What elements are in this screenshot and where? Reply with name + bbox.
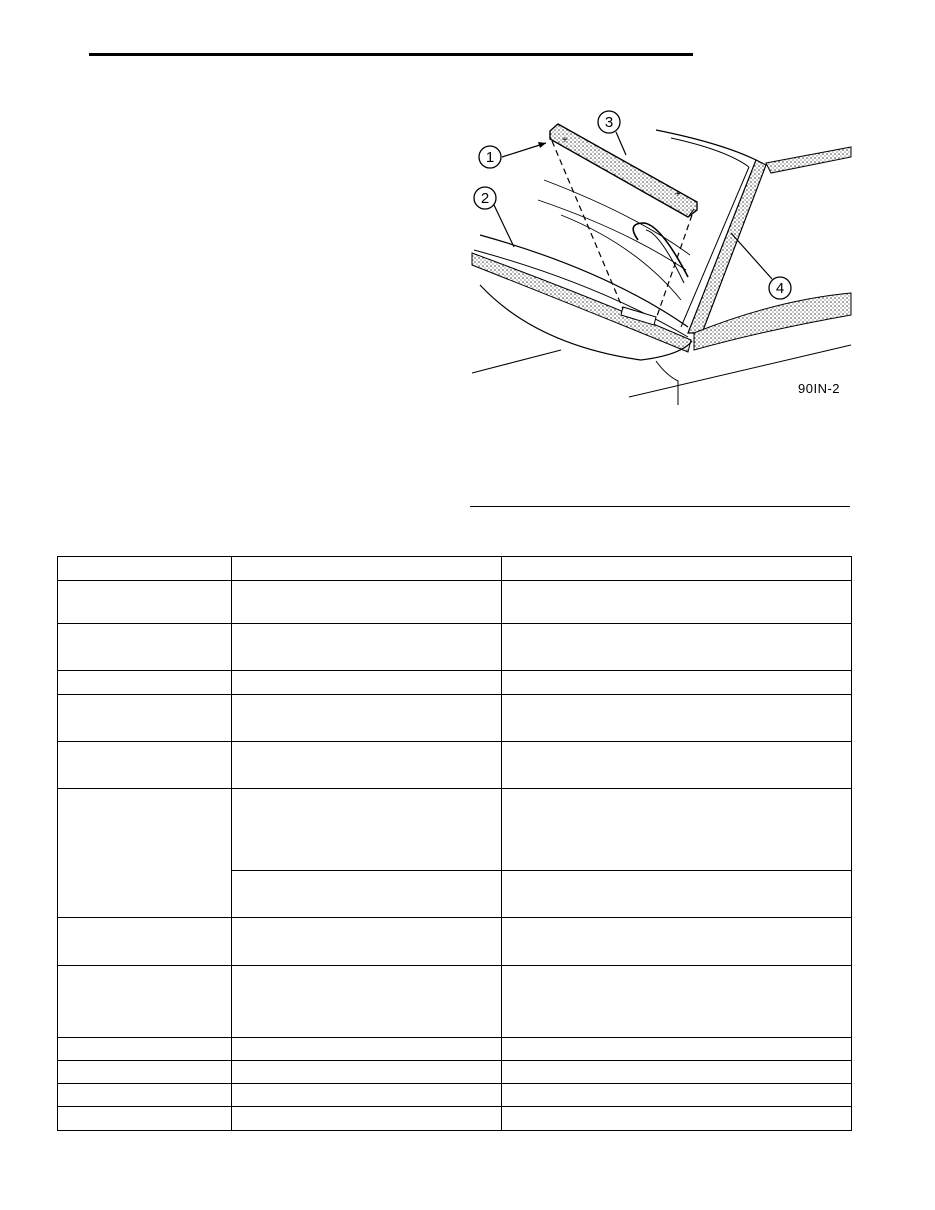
callout-4: 4 bbox=[775, 280, 785, 297]
table-row bbox=[58, 1038, 852, 1061]
table-cell bbox=[232, 789, 502, 871]
fender-crease bbox=[656, 361, 678, 405]
table-cell bbox=[232, 1084, 502, 1107]
table-cell bbox=[58, 966, 232, 1038]
table-cell bbox=[502, 742, 852, 789]
windshield-figure bbox=[466, 105, 856, 405]
table-cell bbox=[58, 557, 232, 581]
svg-text:+: + bbox=[675, 189, 681, 200]
table-cell bbox=[502, 918, 852, 966]
table-row bbox=[58, 695, 852, 742]
callout-2: 2 bbox=[480, 190, 490, 207]
table-row bbox=[58, 671, 852, 695]
figure-rule bbox=[470, 506, 850, 507]
table-cell bbox=[232, 1061, 502, 1084]
table-cell bbox=[232, 742, 502, 789]
roof-edge bbox=[656, 130, 756, 160]
wiper-loop bbox=[633, 223, 688, 277]
header-rule bbox=[89, 53, 693, 56]
table-row bbox=[58, 742, 852, 789]
table-row bbox=[58, 1061, 852, 1084]
table-cell bbox=[232, 1038, 502, 1061]
table-cell bbox=[58, 695, 232, 742]
table-row bbox=[58, 581, 852, 624]
a-pillar-frame bbox=[681, 167, 749, 327]
table-cell bbox=[58, 1038, 232, 1061]
table-cell bbox=[232, 918, 502, 966]
table-cell bbox=[502, 624, 852, 671]
cowl-panel bbox=[472, 253, 691, 352]
table-cell bbox=[58, 1107, 232, 1131]
table-cell bbox=[58, 918, 232, 966]
table-row bbox=[58, 789, 852, 871]
table-row bbox=[58, 557, 852, 581]
table-row bbox=[58, 918, 852, 966]
molding-pad bbox=[550, 124, 697, 217]
table-cell bbox=[502, 1084, 852, 1107]
table-row bbox=[58, 966, 852, 1038]
a-pillar bbox=[688, 160, 766, 333]
fender-panel bbox=[694, 293, 851, 350]
callout-1: 1 bbox=[485, 149, 495, 166]
table-cell bbox=[58, 742, 232, 789]
table-cell bbox=[502, 871, 852, 918]
glass-reflection-2 bbox=[538, 200, 686, 270]
table-cell bbox=[232, 557, 502, 581]
table-cell bbox=[232, 624, 502, 671]
install-guide-2 bbox=[656, 215, 692, 319]
table-cell bbox=[502, 1107, 852, 1131]
roof-molding bbox=[766, 147, 851, 173]
table-cell bbox=[502, 789, 852, 871]
table-cell bbox=[58, 1061, 232, 1084]
figure-code: 90IN-2 bbox=[798, 381, 841, 396]
table-cell bbox=[502, 966, 852, 1038]
table-cell bbox=[502, 1061, 852, 1084]
table-cell bbox=[232, 671, 502, 695]
table-cell bbox=[58, 624, 232, 671]
table-cell bbox=[58, 1084, 232, 1107]
table-cell bbox=[232, 966, 502, 1038]
table-cell bbox=[58, 671, 232, 695]
table-cell bbox=[502, 557, 852, 581]
table-row bbox=[58, 1084, 852, 1107]
callout-3: 3 bbox=[604, 114, 614, 131]
table-cell bbox=[232, 581, 502, 624]
table-cell bbox=[58, 789, 232, 918]
table-cell bbox=[232, 1107, 502, 1131]
table-row bbox=[58, 624, 852, 671]
table-row bbox=[58, 1107, 852, 1131]
table-cell bbox=[58, 581, 232, 624]
svg-text:+: + bbox=[562, 135, 568, 146]
table-cell bbox=[502, 671, 852, 695]
table-cell bbox=[502, 1038, 852, 1061]
fender-line bbox=[472, 350, 561, 373]
spec-table bbox=[57, 556, 852, 1131]
table-cell bbox=[232, 695, 502, 742]
table-cell bbox=[232, 871, 502, 918]
table-cell bbox=[502, 581, 852, 624]
table-cell bbox=[502, 695, 852, 742]
windshield-glass-lower bbox=[474, 250, 688, 337]
